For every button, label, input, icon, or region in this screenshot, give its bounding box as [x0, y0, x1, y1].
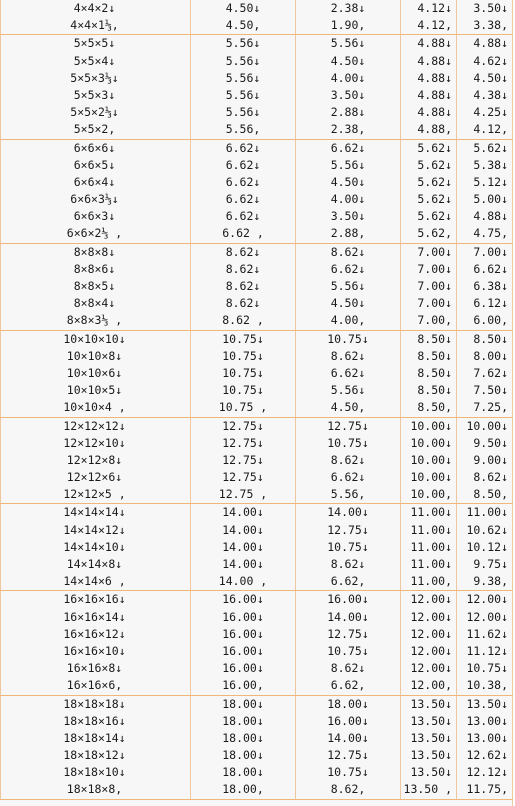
value-col4-cell [457, 243, 513, 330]
size-label: 14×14×6 , [63, 574, 126, 589]
value-col4: 11.62↓ [466, 626, 508, 641]
size-label: 8×8×5↓ [73, 279, 116, 293]
value-col3: 5.62↓ [417, 157, 452, 172]
size-label: 8×8×8↓ [73, 244, 116, 259]
value-col2-cell [296, 243, 401, 330]
table-row-group [1, 695, 513, 799]
value-col1: 6.62↓ [225, 174, 261, 189]
value-col1: 8.62 , [222, 313, 264, 328]
value-col3: 13.50↓ [410, 730, 452, 745]
size-label: 18×18×10↓ [63, 765, 126, 780]
value-col1: 14.00↓ [222, 505, 264, 520]
size-label: 6×6×3⅓↓ [70, 192, 119, 207]
value-col1: 16.00↓ [222, 643, 264, 658]
table-row-group [1, 417, 513, 504]
value-col3: 7.00↓ [417, 279, 452, 293]
value-col1: 14.00↓ [222, 539, 264, 554]
value-col3: 8.50↓ [417, 348, 452, 363]
value-col3: 4.88, [417, 122, 452, 137]
value-col1: 5.56↓ [225, 70, 261, 85]
value-col1: 8.62↓ [225, 296, 261, 311]
table-row-group [1, 330, 513, 417]
size-cell [1, 0, 191, 35]
value-col1: 8.62↓ [225, 261, 261, 276]
value-col3: 4.88↓ [417, 53, 452, 68]
value-col4: 7.50↓ [473, 383, 508, 398]
value-col4: 5.00↓ [473, 192, 508, 207]
size-label: 10×10×4 , [63, 400, 126, 415]
value-col3: 10.00↓ [410, 418, 452, 433]
value-col4: 9.00↓ [473, 452, 508, 467]
value-col4: 5.12↓ [473, 174, 508, 189]
size-label: 8×8×6↓ [73, 261, 116, 276]
size-label: 14×14×10↓ [63, 539, 126, 554]
value-col1-cell [191, 35, 296, 139]
size-label: 6×6×4↓ [73, 174, 116, 189]
value-col1: 16.00↓ [222, 609, 264, 624]
value-col4: 4.50↓ [473, 70, 508, 85]
value-col2: 10.75↓ [327, 539, 369, 554]
value-col1: 5.56↓ [225, 53, 261, 68]
value-col2: 12.75↓ [327, 418, 369, 433]
value-col4: 11.00↓ [466, 505, 508, 520]
value-col1: 5.56, [225, 122, 261, 137]
value-col4: 3.50↓ [473, 1, 508, 15]
size-cell [1, 35, 191, 139]
value-col2: 10.75↓ [327, 435, 369, 450]
value-col1: 16.00↓ [222, 626, 264, 641]
value-col2: 6.62↓ [330, 261, 366, 276]
value-col2: 16.00↓ [327, 592, 369, 607]
size-label: 4×4×2↓ [73, 1, 116, 15]
value-col4: 4.12, [473, 122, 508, 137]
value-col1: 16.00↓ [222, 592, 264, 607]
value-col2: 8.62↓ [330, 244, 366, 259]
size-label: 10×10×8↓ [66, 348, 123, 363]
value-col3: 11.00↓ [410, 522, 452, 537]
value-col3: 5.62↓ [417, 174, 452, 189]
value-col2-cell [296, 591, 401, 695]
value-col3: 10.00↓ [410, 470, 452, 485]
value-col3-cell [401, 695, 457, 799]
value-col4: 12.62↓ [466, 748, 508, 763]
value-col1: 6.62 , [222, 226, 264, 241]
size-label: 12×12×5 , [63, 487, 126, 502]
value-col4: 5.38↓ [473, 157, 508, 172]
value-col1-cell [191, 695, 296, 799]
size-label: 10×10×10↓ [63, 331, 126, 346]
value-col4: 6.12↓ [473, 296, 508, 311]
value-col3: 4.88↓ [417, 105, 452, 120]
size-label: 5×5×5↓ [73, 36, 116, 51]
size-label: 16×16×8↓ [66, 661, 123, 676]
size-label: 10×10×6↓ [66, 365, 123, 380]
value-col3-cell [401, 417, 457, 504]
value-col1: 5.56↓ [225, 36, 261, 51]
value-col4: 10.38, [466, 678, 508, 693]
size-label: 18×18×18↓ [63, 696, 126, 711]
value-col1-cell [191, 504, 296, 591]
value-col1-cell [191, 243, 296, 330]
value-col4: 9.75↓ [473, 557, 508, 571]
size-cell [1, 243, 191, 330]
value-col3: 5.62, [417, 226, 452, 241]
size-label: 4×4×1⅓, [70, 18, 119, 33]
size-label: 6×6×2⅓ , [66, 226, 123, 241]
size-label: 5×5×2, [73, 122, 116, 137]
value-col4-cell [457, 417, 513, 504]
table-row-group [1, 0, 513, 35]
value-col2: 8.62, [330, 782, 366, 797]
value-col2: 2.38, [330, 122, 366, 137]
value-col3: 8.50, [417, 400, 452, 415]
value-col3: 12.00↓ [410, 609, 452, 624]
value-col2: 10.75↓ [327, 643, 369, 658]
value-col2: 12.75↓ [327, 522, 369, 537]
value-col3-cell [401, 0, 457, 35]
size-label: 14×14×12↓ [63, 522, 126, 537]
value-col1: 12.75↓ [222, 418, 264, 433]
value-col1: 8.62↓ [225, 244, 261, 259]
value-col2: 6.62↓ [330, 365, 366, 380]
value-col2: 8.62↓ [330, 661, 366, 676]
size-label: 10×10×5↓ [66, 383, 123, 398]
size-label: 6×6×6↓ [73, 140, 116, 155]
value-col4: 5.62↓ [473, 140, 508, 155]
size-cell [1, 330, 191, 417]
value-col1: 12.75 , [218, 487, 268, 502]
table-row-group [1, 591, 513, 695]
value-col2: 8.62↓ [330, 348, 366, 363]
value-col1-cell [191, 591, 296, 695]
value-col2: 4.50, [330, 400, 366, 415]
size-label: 5×5×3↓ [73, 87, 116, 102]
table-row-group [1, 139, 513, 243]
value-col4: 3.38, [473, 18, 508, 33]
value-col2: 2.88, [330, 226, 366, 241]
value-col4: 9.50↓ [473, 435, 508, 450]
value-col3: 7.00, [417, 313, 452, 328]
value-col3: 13.50 , [403, 782, 452, 797]
value-col4: 8.50, [473, 487, 508, 502]
value-col3: 13.50↓ [410, 765, 452, 780]
value-col2-cell [296, 417, 401, 504]
value-col2-cell [296, 330, 401, 417]
value-col1: 6.62↓ [225, 209, 261, 224]
value-col3: 7.00↓ [417, 296, 452, 311]
value-col2: 16.00↓ [327, 713, 369, 728]
table-row-group [1, 243, 513, 330]
value-col4-cell [457, 504, 513, 591]
value-col2: 14.00↓ [327, 609, 369, 624]
value-col4: 4.38↓ [473, 87, 508, 102]
value-col1: 6.62↓ [225, 140, 261, 155]
value-col3: 4.12, [417, 18, 452, 33]
value-col1: 18.00↓ [222, 748, 264, 763]
size-label: 6×6×3↓ [73, 209, 116, 224]
value-col2: 6.62, [330, 574, 366, 589]
value-col3: 11.00↓ [410, 539, 452, 554]
value-col4: 10.00↓ [466, 418, 508, 433]
value-col2: 4.50↓ [330, 174, 366, 189]
value-col2: 5.56, [330, 487, 366, 502]
value-col1: 14.00 , [218, 574, 268, 589]
value-col4: 4.75, [473, 226, 508, 241]
value-col3: 11.00↓ [410, 557, 452, 571]
value-col3-cell [401, 35, 457, 139]
value-col2: 10.75↓ [327, 331, 369, 346]
value-col4: 11.12↓ [466, 643, 508, 658]
value-col3: 10.00↓ [410, 435, 452, 450]
value-col3: 8.50↓ [417, 383, 452, 398]
value-col2: 4.50↓ [330, 53, 366, 68]
table-body [1, 0, 513, 799]
value-col3: 5.62↓ [417, 140, 452, 155]
value-col3: 7.00↓ [417, 244, 452, 259]
value-col3: 5.62↓ [417, 209, 452, 224]
value-col3: 12.00↓ [410, 592, 452, 607]
value-col3: 7.00↓ [417, 261, 452, 276]
value-col4: 4.88↓ [473, 36, 508, 51]
value-col4-cell [457, 139, 513, 243]
value-col1: 6.62↓ [225, 192, 261, 207]
size-label: 18×18×12↓ [63, 748, 126, 763]
value-col1: 10.75↓ [222, 348, 264, 363]
value-col2: 6.62↓ [330, 470, 366, 485]
size-label: 16×16×12↓ [63, 626, 126, 641]
value-col2: 10.75↓ [327, 765, 369, 780]
size-label: 8×8×4↓ [73, 296, 116, 311]
value-col2: 2.38↓ [330, 1, 366, 15]
value-col4: 12.12↓ [466, 765, 508, 780]
value-col2: 8.62↓ [330, 452, 366, 467]
value-col4: 13.50↓ [466, 696, 508, 711]
size-label: 16×16×10↓ [63, 643, 126, 658]
value-col3: 12.00, [410, 678, 452, 693]
value-col2: 3.50↓ [330, 87, 366, 102]
value-col2: 3.50↓ [330, 209, 366, 224]
value-col4: 10.62↓ [466, 522, 508, 537]
value-col2-cell [296, 35, 401, 139]
value-col3: 12.00↓ [410, 643, 452, 658]
value-col4: 6.38↓ [473, 279, 508, 293]
size-cell [1, 695, 191, 799]
value-col4-cell [457, 35, 513, 139]
value-col1: 18.00, [222, 782, 264, 797]
value-col4: 7.62↓ [473, 365, 508, 380]
value-col3: 10.00, [410, 487, 452, 502]
value-col4: 8.62↓ [473, 470, 508, 485]
value-col2: 5.56↓ [330, 279, 366, 293]
value-col1: 12.75↓ [222, 452, 264, 467]
size-label: 12×12×8↓ [66, 452, 123, 467]
value-col1-cell [191, 417, 296, 504]
value-col4: 13.00↓ [466, 730, 508, 745]
value-col2: 5.56↓ [330, 157, 366, 172]
size-label: 18×18×16↓ [63, 713, 126, 728]
value-col2-cell [296, 695, 401, 799]
value-col1: 18.00↓ [222, 713, 264, 728]
value-col3: 4.88↓ [417, 87, 452, 102]
value-col2: 4.00, [330, 313, 366, 328]
value-col2: 1.90, [330, 18, 366, 33]
value-col1: 18.00↓ [222, 765, 264, 780]
size-label: 5×5×3⅓↓ [70, 70, 119, 85]
value-col2: 4.00↓ [330, 70, 366, 85]
value-col2: 5.56↓ [330, 36, 366, 51]
value-col2: 4.00↓ [330, 192, 366, 207]
value-col2: 12.75↓ [327, 748, 369, 763]
value-col4: 12.00↓ [466, 609, 508, 624]
value-col1: 12.75↓ [222, 470, 264, 485]
value-col4: 4.62↓ [473, 53, 508, 68]
value-col4-cell [457, 330, 513, 417]
value-col2: 12.75↓ [327, 626, 369, 641]
value-col2: 4.50↓ [330, 296, 366, 311]
value-col1: 16.00↓ [222, 661, 264, 676]
value-col3-cell [401, 139, 457, 243]
value-col1-cell [191, 139, 296, 243]
value-col1: 10.75 , [218, 400, 268, 415]
value-col3: 11.00↓ [410, 505, 452, 520]
value-col2: 2.88↓ [330, 105, 366, 120]
value-col4: 11.75, [466, 782, 508, 797]
value-col2: 8.62↓ [330, 557, 366, 571]
value-col3-cell [401, 330, 457, 417]
value-col4: 12.00↓ [466, 592, 508, 607]
value-col1-cell [191, 330, 296, 417]
table-row-group [1, 504, 513, 591]
value-col3: 4.12↓ [417, 1, 452, 15]
value-col1: 16.00, [222, 678, 264, 693]
size-label: 18×18×8, [66, 782, 123, 797]
value-col3: 4.88↓ [417, 36, 452, 51]
value-col4-cell [457, 695, 513, 799]
value-col1: 10.75↓ [222, 331, 264, 346]
value-col2: 6.62, [330, 678, 366, 693]
size-cell [1, 417, 191, 504]
value-col4: 7.00↓ [473, 244, 508, 259]
size-cell [1, 591, 191, 695]
value-col1: 4.50↓ [225, 1, 261, 15]
value-col4: 6.62↓ [473, 261, 508, 276]
size-label: 12×12×6↓ [66, 470, 123, 485]
size-label: 14×14×8↓ [66, 557, 123, 571]
value-col4: 13.00↓ [466, 713, 508, 728]
value-col2: 5.56↓ [330, 383, 366, 398]
value-col1: 6.62↓ [225, 157, 261, 172]
value-col3: 8.50↓ [417, 365, 452, 380]
value-col2-cell [296, 0, 401, 35]
size-label: 14×14×14↓ [63, 505, 126, 520]
size-label: 16×16×16↓ [63, 592, 126, 607]
value-col1: 12.75↓ [222, 435, 264, 450]
value-col3: 10.00↓ [410, 452, 452, 467]
value-col2-cell [296, 504, 401, 591]
size-cell [1, 139, 191, 243]
value-col4: 10.12↓ [466, 539, 508, 554]
value-col3-cell [401, 243, 457, 330]
size-label: 16×16×14↓ [63, 609, 126, 624]
size-label: 16×16×6, [66, 678, 123, 693]
value-col3: 11.00, [410, 574, 452, 589]
value-col3: 13.50↓ [410, 696, 452, 711]
value-col4: 9.38, [473, 574, 508, 589]
value-col4: 10.75↓ [466, 661, 508, 676]
value-col3: 5.62↓ [417, 192, 452, 207]
value-col1: 5.56↓ [225, 105, 261, 120]
value-col4: 8.50↓ [473, 331, 508, 346]
value-col1: 18.00↓ [222, 696, 264, 711]
value-col2: 18.00↓ [327, 696, 369, 711]
value-col3: 12.00↓ [410, 626, 452, 641]
size-label: 12×12×12↓ [63, 418, 126, 433]
value-col1: 10.75↓ [222, 365, 264, 380]
value-col3-cell [401, 591, 457, 695]
size-label: 8×8×3⅓ , [66, 313, 123, 328]
value-col2-cell [296, 139, 401, 243]
size-label: 18×18×14↓ [63, 730, 126, 745]
value-col3-cell [401, 504, 457, 591]
value-col4: 8.00↓ [473, 348, 508, 363]
value-col4-cell [457, 591, 513, 695]
value-col1: 14.00↓ [222, 557, 264, 571]
value-col2: 14.00↓ [327, 505, 369, 520]
value-col1-cell [191, 0, 296, 35]
value-col4: 6.00, [473, 313, 508, 328]
value-col1: 10.75↓ [222, 383, 264, 398]
size-cell [1, 504, 191, 591]
value-col4: 7.25, [473, 400, 508, 415]
value-col1: 14.00↓ [222, 522, 264, 537]
value-col4: 4.25↓ [473, 105, 508, 120]
value-col1: 18.00↓ [222, 730, 264, 745]
value-col1: 8.62↓ [225, 279, 261, 293]
size-label: 5×5×2⅓↓ [70, 105, 119, 120]
value-col3: 4.88↓ [417, 70, 452, 85]
value-col1: 5.56↓ [225, 87, 261, 102]
value-col3: 12.00↓ [410, 661, 452, 676]
value-col4: 4.88↓ [473, 209, 508, 224]
value-col4-cell [457, 0, 513, 35]
value-col3: 8.50↓ [417, 331, 452, 346]
value-col3: 13.50↓ [410, 748, 452, 763]
value-col1: 4.50, [225, 18, 261, 33]
value-col3: 13.50↓ [410, 713, 452, 728]
size-label: 5×5×4↓ [73, 53, 116, 68]
value-col2: 14.00↓ [327, 730, 369, 745]
table-row-group [1, 35, 513, 139]
size-label: 6×6×5↓ [73, 157, 116, 172]
size-label: 12×12×10↓ [63, 435, 126, 450]
value-col2: 6.62↓ [330, 140, 366, 155]
